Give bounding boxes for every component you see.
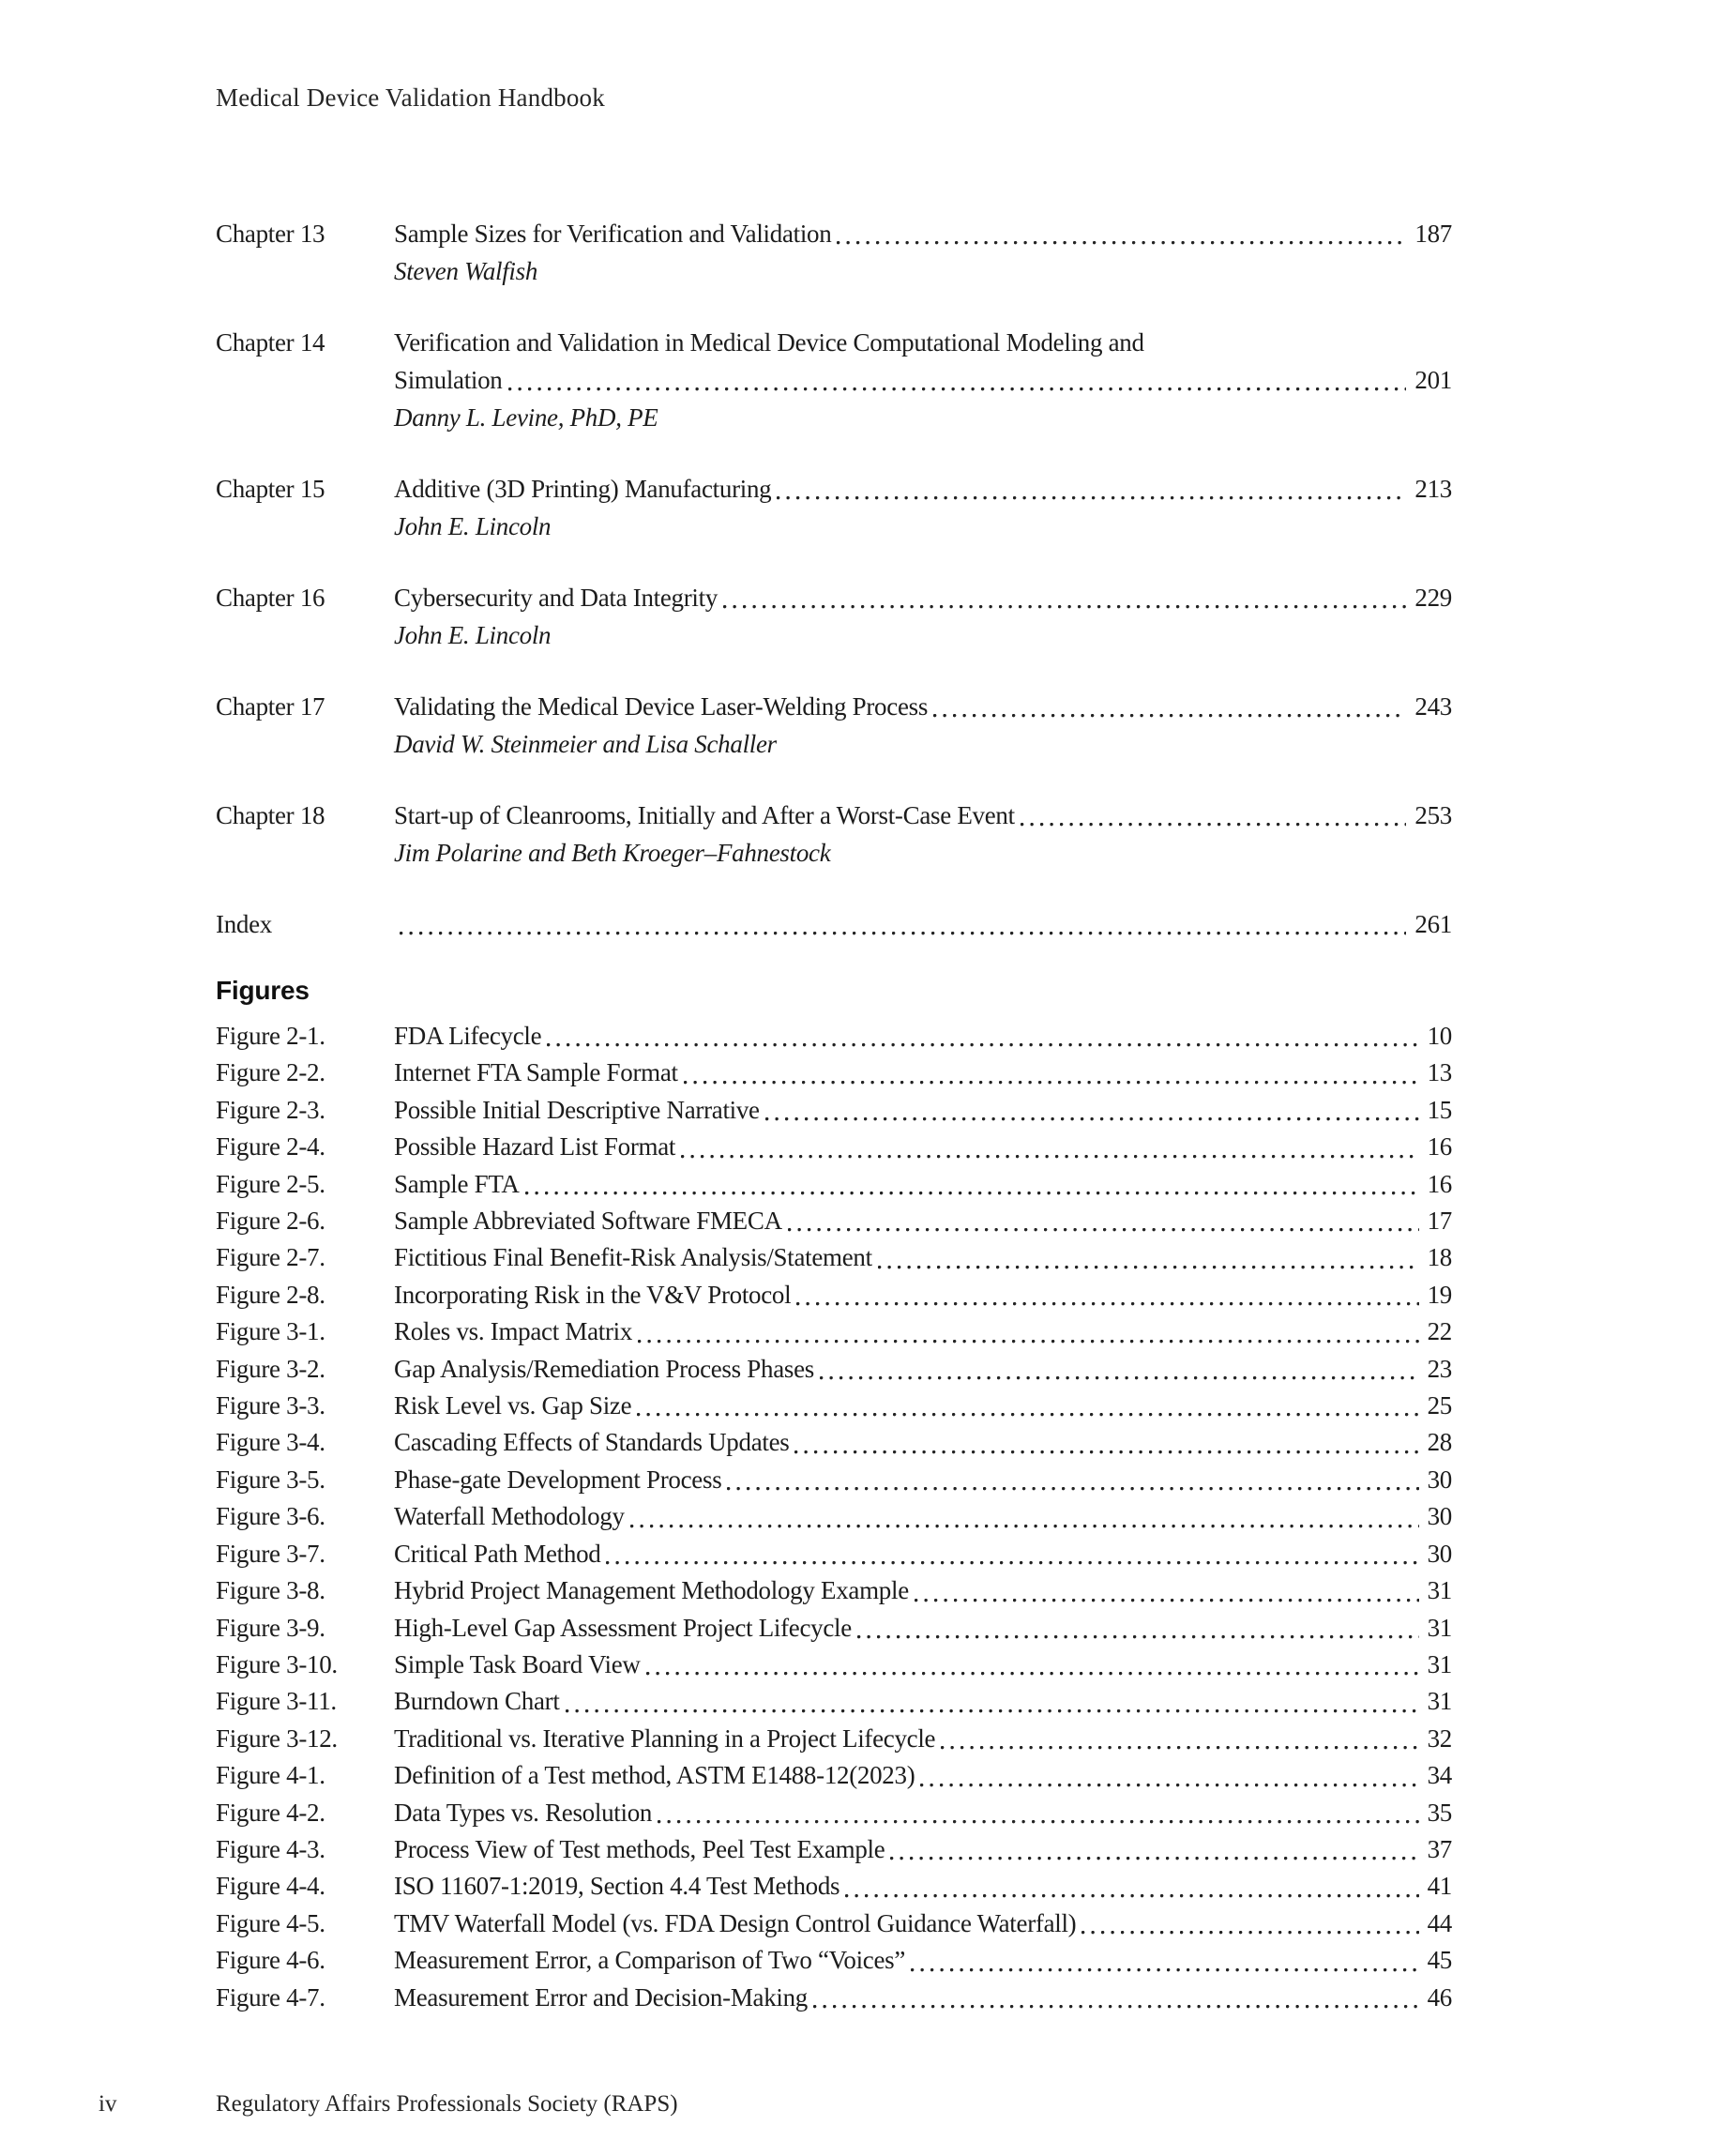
dot-leader xyxy=(525,1166,1419,1203)
chapter-title: Sample Sizes for Verification and Validation xyxy=(394,220,832,248)
dot-leader xyxy=(845,1868,1418,1905)
figure-page-number: 45 xyxy=(1427,1946,1452,1975)
figure-page-number: 32 xyxy=(1427,1723,1452,1753)
figure-page-number: 28 xyxy=(1427,1428,1452,1457)
dot-leader xyxy=(684,1055,1419,1091)
chapter-page-number: 229 xyxy=(1414,584,1452,612)
dot-leader xyxy=(941,1721,1418,1757)
figure-label: Figure 4-2. xyxy=(216,1798,325,1827)
figure-page-number: 25 xyxy=(1427,1391,1452,1420)
figure-label: Figure 2-5. xyxy=(216,1169,325,1198)
figure-label: Figure 2-1. xyxy=(216,1022,325,1050)
figure-page-number: 31 xyxy=(1427,1613,1452,1642)
figure-page-number: 31 xyxy=(1427,1649,1452,1678)
chapter-title-line xyxy=(394,470,1452,508)
chapter-list xyxy=(216,215,1452,872)
figures-heading: Figures xyxy=(216,976,310,1005)
figure-entry xyxy=(216,1462,1452,1498)
dot-leader xyxy=(820,1351,1419,1388)
figure-page-number: 30 xyxy=(1427,1539,1452,1568)
chapter-title: Additive (3D Printing) Manufacturing xyxy=(394,475,772,503)
figure-page-number: 37 xyxy=(1427,1834,1452,1863)
figure-title: Data Types vs. Resolution xyxy=(394,1798,653,1827)
dot-leader xyxy=(777,470,1406,508)
dot-leader xyxy=(508,361,1407,399)
figure-title: Sample Abbreviated Software FMECA xyxy=(394,1207,782,1236)
index-line xyxy=(394,905,1452,943)
figure-entry xyxy=(216,1795,1452,1831)
dot-leader xyxy=(638,1313,1419,1350)
figure-entry xyxy=(216,1498,1452,1535)
figure-entry xyxy=(216,1277,1452,1313)
figure-label: Figure 3-4. xyxy=(216,1428,325,1457)
chapter-label: Chapter 15 xyxy=(216,475,325,503)
figure-title: ISO 11607-1:2019, Section 4.4 Test Methods xyxy=(394,1872,840,1901)
dot-leader xyxy=(813,1980,1419,2016)
figure-label: Figure 4-5. xyxy=(216,1908,325,1937)
chapter-label: Chapter 16 xyxy=(216,584,325,612)
figure-label: Figure 3-8. xyxy=(216,1576,325,1605)
figure-label: Figure 3-2. xyxy=(216,1354,325,1383)
dot-leader xyxy=(788,1203,1419,1239)
index-entry xyxy=(216,905,1452,943)
figure-label: Figure 4-1. xyxy=(216,1761,325,1790)
figure-label: Figure 4-7. xyxy=(216,1982,325,2012)
chapter-page-number: 201 xyxy=(1414,366,1452,394)
figure-title: High-Level Gap Assessment Project Lifecycle xyxy=(394,1613,852,1642)
figure-title: Cascading Effects of Standards Updates xyxy=(394,1428,790,1457)
dot-leader xyxy=(765,1092,1419,1129)
dot-leader xyxy=(723,579,1406,616)
chapter-title-line xyxy=(394,688,1452,725)
dot-leader xyxy=(878,1239,1419,1276)
chapter-title: Validating the Medical Device Laser-Welding Process xyxy=(394,692,929,721)
figure-title: Possible Initial Descriptive Narrative xyxy=(394,1095,760,1124)
figure-entry xyxy=(216,1388,1452,1424)
figure-title: Hybrid Project Management Methodology Example xyxy=(394,1576,909,1605)
chapter-label: Chapter 14 xyxy=(216,328,325,357)
figure-page-number: 16 xyxy=(1427,1132,1452,1162)
running-header: Medical Device Validation Handbook xyxy=(216,84,605,112)
index-label: Index xyxy=(216,910,272,938)
chapter-title-continuation: Simulation xyxy=(394,366,503,394)
figure-page-number: 41 xyxy=(1427,1872,1452,1901)
figure-page-number: 30 xyxy=(1427,1502,1452,1531)
figure-page-number: 18 xyxy=(1427,1243,1452,1272)
figure-label: Figure 4-4. xyxy=(216,1872,325,1901)
chapter-author: Jim Polarine and Beth Kroeger–Fahnestock xyxy=(394,839,831,867)
dot-leader xyxy=(637,1388,1418,1424)
figure-title: Critical Path Method xyxy=(394,1539,601,1568)
figure-entry xyxy=(216,1868,1452,1905)
chapter-author: Steven Walfish xyxy=(394,257,538,285)
dot-leader xyxy=(915,1572,1419,1609)
figure-label: Figure 3-10. xyxy=(216,1649,338,1678)
table-of-contents xyxy=(216,215,1452,2016)
figure-title: Gap Analysis/Remediation Process Phases xyxy=(394,1354,814,1383)
figure-entry xyxy=(216,1683,1452,1720)
figure-label: Figure 2-2. xyxy=(216,1058,325,1087)
dot-leader xyxy=(547,1018,1418,1055)
figure-page-number: 19 xyxy=(1427,1280,1452,1309)
figure-entry xyxy=(216,1424,1452,1461)
figure-entry xyxy=(216,1166,1452,1203)
dot-leader xyxy=(566,1683,1419,1720)
chapter-title-line xyxy=(394,797,1452,834)
figure-page-number: 44 xyxy=(1427,1908,1452,1937)
figure-entry xyxy=(216,1757,1452,1794)
figure-page-number: 46 xyxy=(1427,1982,1452,2012)
figure-label: Figure 3-11. xyxy=(216,1687,337,1716)
figure-title: Possible Hazard List Format xyxy=(394,1132,676,1162)
figure-entry xyxy=(216,1721,1452,1757)
dot-leader xyxy=(890,1831,1418,1868)
figure-entry xyxy=(216,1610,1452,1647)
figure-label: Figure 2-6. xyxy=(216,1207,325,1236)
figure-page-number: 31 xyxy=(1427,1687,1452,1716)
chapter-entry xyxy=(216,579,1452,654)
dot-leader xyxy=(1081,1905,1418,1942)
chapter-entry xyxy=(216,688,1452,763)
figure-entry xyxy=(216,1313,1452,1350)
figure-label: Figure 3-5. xyxy=(216,1465,325,1494)
dot-leader xyxy=(606,1536,1418,1572)
dot-leader xyxy=(630,1498,1419,1535)
chapter-title: Verification and Validation in Medical Device Computational Modeling and xyxy=(394,328,1144,357)
figure-title: TMV Waterfall Model (vs. FDA Design Control Guidance Waterfall) xyxy=(394,1908,1077,1937)
chapter-entry xyxy=(216,797,1452,872)
figure-page-number: 35 xyxy=(1427,1798,1452,1827)
figure-label: Figure 3-7. xyxy=(216,1539,325,1568)
figure-label: Figure 2-7. xyxy=(216,1243,325,1272)
figure-label: Figure 4-6. xyxy=(216,1946,325,1975)
dot-leader xyxy=(400,905,1406,943)
dot-leader xyxy=(727,1462,1418,1498)
chapter-entry xyxy=(216,470,1452,545)
figure-title: Burndown Chart xyxy=(394,1687,560,1716)
figure-title: Definition of a Test method, ASTM E1488-12(2023) xyxy=(394,1761,915,1790)
figure-title: Measurement Error and Decision-Making xyxy=(394,1982,809,2012)
figure-label: Figure 3-1. xyxy=(216,1317,325,1346)
chapter-title-line xyxy=(394,215,1452,252)
figure-title: Simple Task Board View xyxy=(394,1649,641,1678)
dot-leader xyxy=(837,215,1406,252)
dot-leader xyxy=(681,1129,1418,1165)
figure-entry xyxy=(216,1203,1452,1239)
figure-title: Incorporating Risk in the V&V Protocol xyxy=(394,1280,792,1309)
chapter-label: Chapter 13 xyxy=(216,220,325,248)
figure-title: Risk Level vs. Gap Size xyxy=(394,1391,632,1420)
chapter-entry xyxy=(216,324,1452,436)
dot-leader xyxy=(1021,797,1407,834)
dot-leader xyxy=(911,1942,1419,1979)
chapter-page-number: 253 xyxy=(1414,801,1452,829)
figure-title: Internet FTA Sample Format xyxy=(394,1058,678,1087)
figure-entry xyxy=(216,1129,1452,1165)
dot-leader xyxy=(857,1610,1419,1647)
chapter-page-number: 187 xyxy=(1414,220,1452,248)
figure-entry xyxy=(216,1351,1452,1388)
figure-title: Roles vs. Impact Matrix xyxy=(394,1317,633,1346)
figure-title: Phase-gate Development Process xyxy=(394,1465,722,1494)
chapter-title: Start-up of Cleanrooms, Initially and After a Worst-Case Event xyxy=(394,801,1015,829)
figure-entry xyxy=(216,1018,1452,1055)
chapter-title-line xyxy=(394,579,1452,616)
chapter-entry xyxy=(216,215,1452,290)
chapter-page-number: 213 xyxy=(1414,475,1452,503)
dot-leader xyxy=(658,1795,1419,1831)
figure-label: Figure 3-3. xyxy=(216,1391,325,1420)
chapter-author: John E. Lincoln xyxy=(394,512,552,540)
figure-page-number: 34 xyxy=(1427,1761,1452,1790)
chapter-page-number: 243 xyxy=(1414,692,1452,721)
index-page-number: 261 xyxy=(1414,910,1452,938)
chapter-label: Chapter 18 xyxy=(216,801,325,829)
figure-page-number: 23 xyxy=(1427,1354,1452,1383)
figure-label: Figure 2-3. xyxy=(216,1095,325,1124)
figure-entry xyxy=(216,1239,1452,1276)
figure-label: Figure 3-6. xyxy=(216,1502,325,1531)
figure-page-number: 17 xyxy=(1427,1207,1452,1236)
figure-entry xyxy=(216,1942,1452,1979)
dot-leader xyxy=(796,1277,1418,1313)
figure-page-number: 16 xyxy=(1427,1169,1452,1198)
figure-entry xyxy=(216,1980,1452,2016)
dot-leader xyxy=(933,688,1406,725)
chapter-author: David W. Steinmeier and Lisa Schaller xyxy=(394,730,777,758)
figure-label: Figure 3-9. xyxy=(216,1613,325,1642)
figure-entry xyxy=(216,1536,1452,1572)
chapter-title: Cybersecurity and Data Integrity xyxy=(394,584,718,612)
figure-page-number: 30 xyxy=(1427,1465,1452,1494)
figure-title: Process View of Test methods, Peel Test Example xyxy=(394,1834,885,1863)
dot-leader xyxy=(920,1757,1418,1794)
chapter-author: Danny L. Levine, PhD, PE xyxy=(394,403,658,432)
figure-label: Figure 4-3. xyxy=(216,1834,325,1863)
footer-publisher: Regulatory Affairs Professionals Society (RAPS) xyxy=(216,2091,678,2117)
chapter-author: John E. Lincoln xyxy=(394,621,552,649)
figure-entry xyxy=(216,1572,1452,1609)
figure-page-number: 31 xyxy=(1427,1576,1452,1605)
figure-title: Sample FTA xyxy=(394,1169,520,1198)
figure-page-number: 15 xyxy=(1427,1095,1452,1124)
figure-title: Waterfall Methodology xyxy=(394,1502,625,1531)
figure-entry xyxy=(216,1831,1452,1868)
figure-label: Figure 2-8. xyxy=(216,1280,325,1309)
folio-page-number: iv xyxy=(98,2091,117,2117)
figure-entry xyxy=(216,1905,1452,1942)
figure-entry xyxy=(216,1092,1452,1129)
figure-page-number: 10 xyxy=(1427,1022,1452,1050)
figure-page-number: 13 xyxy=(1427,1058,1452,1087)
figure-title: Fictitious Final Benefit-Risk Analysis/Statement xyxy=(394,1243,872,1272)
figure-entry xyxy=(216,1055,1452,1091)
chapter-label: Chapter 17 xyxy=(216,692,325,721)
figure-title: Measurement Error, a Comparison of Two “Voices” xyxy=(394,1946,906,1975)
chapter-title-line2 xyxy=(394,361,1452,399)
figure-label: Figure 2-4. xyxy=(216,1132,325,1162)
figure-list xyxy=(216,1018,1452,2016)
figure-title: FDA Lifecycle xyxy=(394,1022,542,1050)
chapter-title-line xyxy=(394,324,1452,361)
figure-page-number: 22 xyxy=(1427,1317,1452,1346)
figure-title: Traditional vs. Iterative Planning in a Project Lifecycle xyxy=(394,1723,936,1753)
dot-leader xyxy=(794,1424,1418,1461)
figure-entry xyxy=(216,1647,1452,1683)
figure-label: Figure 3-12. xyxy=(216,1723,338,1753)
dot-leader xyxy=(646,1647,1419,1683)
